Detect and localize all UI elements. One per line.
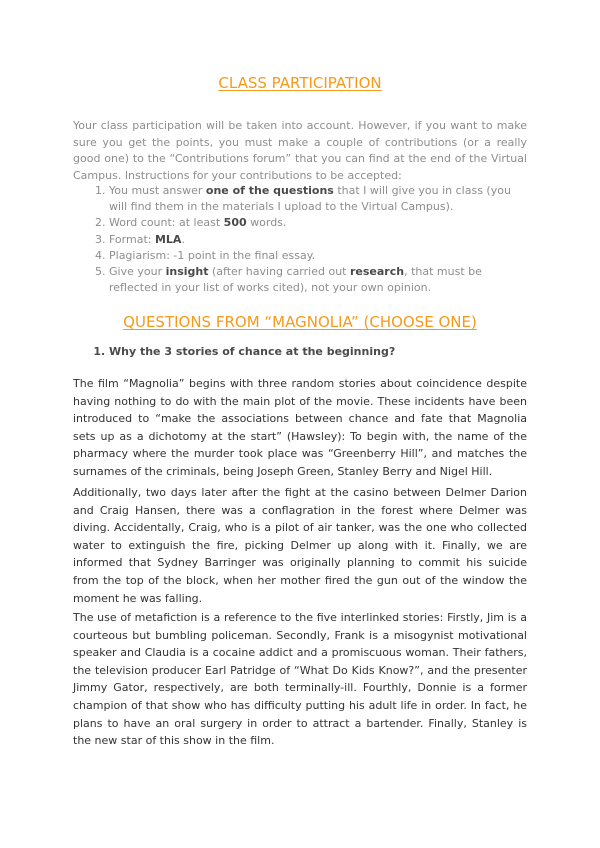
rule-item: 3. Format: MLA. bbox=[109, 232, 527, 248]
question-list bbox=[73, 345, 527, 358]
intro-paragraph: Your class participation will be taken into account. However, if you want to make sure you get the points, you must make a couple of contributions (or a really good one) to the “Contributions forum” that you can find at the end of the Virtual Campus. Instructions for your contributions to be accepted: bbox=[73, 119, 527, 182]
body-paragraph: The film “Magnolia” begins with three random stories about coincidence despite having nothing to do with the main plot of the movie. These incidents have been introduced to “make the associations between chance and fate that Magnolia sets up as a dichotomy at the start” (Hawsley): To begin with, the name of the pharmacy where the murder took place was “Greenberry Hill”, and matches the surnames of the criminals, being Joseph Green, Stanley Berry and Nigel Hill. bbox=[73, 377, 527, 478]
rule-item: 5. Give your insight (after having carried out research, that must be reflected in your list of works cited), not your own opinion. bbox=[109, 264, 527, 296]
questions-heading: QUESTIONS FROM “MAGNOLIA” (CHOOSE ONE) bbox=[123, 313, 477, 331]
body-paragraph: The use of metafiction is a reference to the five interlinked stories: Firstly, Jim is a courteous but bumbling policeman. Secondly, Frank is a misogynist motivational speaker and Claudia is a cocaine addict and a promiscuous woman. Their fathers, the television producer Earl Patridge of “What Do Kids Know?”, and the presenter Jimmy Gator, respectively, are both terminally-ill. Fourthly, Donnie is a former champion of that show who has difficulty putting his adult life in order. In fact, he plans to have an oral surgery in order to attract a bartender. Finally, Stanley is the new star of this show in the film. bbox=[73, 611, 527, 748]
rule-item: 1. You must answer one of the questions that I will give you in class (you will find them in the materials I upload to the Virtual Campus). bbox=[109, 183, 527, 215]
page-title: CLASS PARTICIPATION bbox=[218, 74, 382, 92]
rule-item: 2. Word count: at least 500 words. bbox=[109, 215, 527, 231]
rules-list bbox=[73, 183, 527, 296]
question-item: 1. Why the 3 stories of chance at the beginning? bbox=[109, 345, 527, 358]
body-paragraph: Additionally, two days later after the fight at the casino between Delmer Darion and Craig Hansen, there was a conflagration in the forest where Delmer was diving. Accidentally, Craig, who is a pilot of air tanker, was the one who collected water to extinguish the fire, picking Delmer up along with it. Finally, we are informed that Sydney Barringer was originally planning to commit his suicide from the top of the block, when her mother fired the gun out of the window the moment he was falling. bbox=[73, 486, 527, 605]
rule-item: 4. Plagiarism: -1 point in the final essay. bbox=[109, 248, 527, 264]
